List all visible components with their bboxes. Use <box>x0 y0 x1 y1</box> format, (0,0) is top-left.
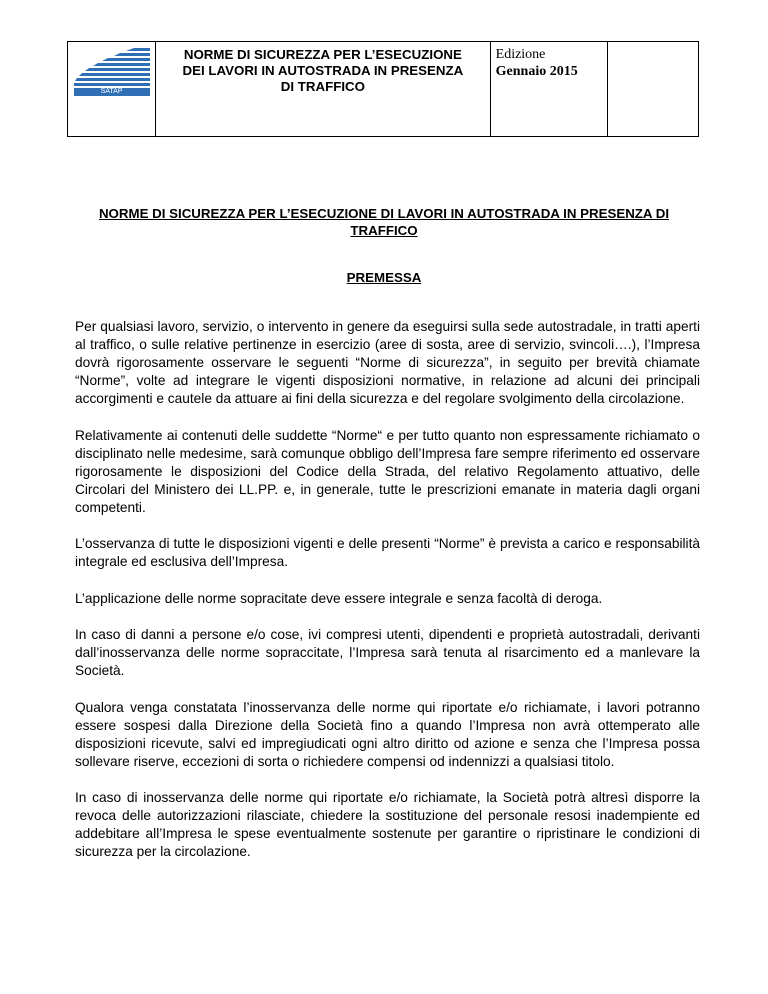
header-title-line-2: DEI LAVORI IN AUTOSTRADA IN PRESENZA <box>182 63 464 78</box>
document-body <box>75 318 700 880</box>
section-heading-premessa: PREMESSA <box>346 270 422 285</box>
edition-cell <box>490 42 607 137</box>
paragraph-4: L’applicazione delle norme sopracitate deve essere integrale e senza facoltà di deroga. <box>75 590 603 606</box>
paragraph-3: L’osservanza di tutte le disposizioni vigenti e delle presenti “Norme” è prevista a carico e responsabilità integrale ed esclusiva dell’Impresa. <box>75 536 700 569</box>
paragraph-1: Per qualsiasi lavoro, servizio, o intervento in genere da eseguirsi sulla sede autostradale, in tratti aperti al traffico, o sulle relative pertinenze in esercizio (aree di sosta, aree di servizio, svincoli….), l’Impresa dovrà rigorosamente osservare le seguenti “Norme di sicurezza”, in seguito per brevità chiamate “Norme”, volte ad integrare le vigenti disposizioni normative, in relazione ad alcuni dei principali accorgimenti e cautele da attuare ai fini della sicurezza e del regolare svolgimento della circolazione. <box>75 319 700 406</box>
paragraph-7: In caso di inosservanza delle norme qui riportate e/o richiamate, la Società potrà altresì disporre la revoca delle autorizzazioni rilasciate, chiedere la sostituzione del personale resosi inadempiente ed addebitare all’Impresa le spese eventualmente sostenute per garantire o ripristinare le condizioni di sicurezza per la circolazione. <box>75 790 700 859</box>
logo-text: SATAP <box>100 88 123 95</box>
logo-cell <box>68 42 156 137</box>
edition-date: Gennaio 2015 <box>495 64 578 79</box>
document-header-table <box>67 41 699 137</box>
header-title-line-1: NORME DI SICUREZZA PER L’ESECUZIONE <box>183 47 462 62</box>
paragraph-2: Relativamente ai contenuti delle suddette “Norme“ e per tutto quanto non espressamente richiamato o disciplinato nelle medesime, sarà comunque obbligo dell’Impresa fare sempre riferimento ed osservare rigorosamente le disposizioni del Codice della Strada, del relativo Regolamento attuativo, delle Circolari del Ministero dei LL.PP. e, in generale, tutte le prescrizioni emanate in materia dagli organi competenti. <box>75 427 700 515</box>
paragraph-5: In caso di danni a persone e/o cose, ivi compresi utenti, dipendenti e proprietà autostradali, derivanti dall’inosservanza delle norme sopraccitate, l’Impresa sarà tenuta al risarcimento ed a manlevare la Società. <box>75 627 700 678</box>
header-title-cell <box>156 42 491 137</box>
header-empty-cell <box>607 42 698 137</box>
paragraph-6: Qualora venga constatata l’inosservanza delle norme qui riportate e/o richiamate, i lavori potranno essere sospesi dalla Direzione della Società fino a quando l’Impresa non avrà ottemperato alle disposizioni ricevute, salvi ed impregiudicati ogni altro diritto od azione e senza che l’Impresa possa sollevare riserve, eccezioni di sorta o richiedere compensi od indennizzi a qualsiasi titolo. <box>75 699 700 769</box>
document-title: NORME DI SICUREZZA PER L’ESECUZIONE DI LAVORI IN AUTOSTRADA IN PRESENZA DI TRAFFICO <box>98 206 670 238</box>
header-title-line-3: DI TRAFFICO <box>280 79 365 94</box>
edition-label: Edizione <box>495 47 546 62</box>
